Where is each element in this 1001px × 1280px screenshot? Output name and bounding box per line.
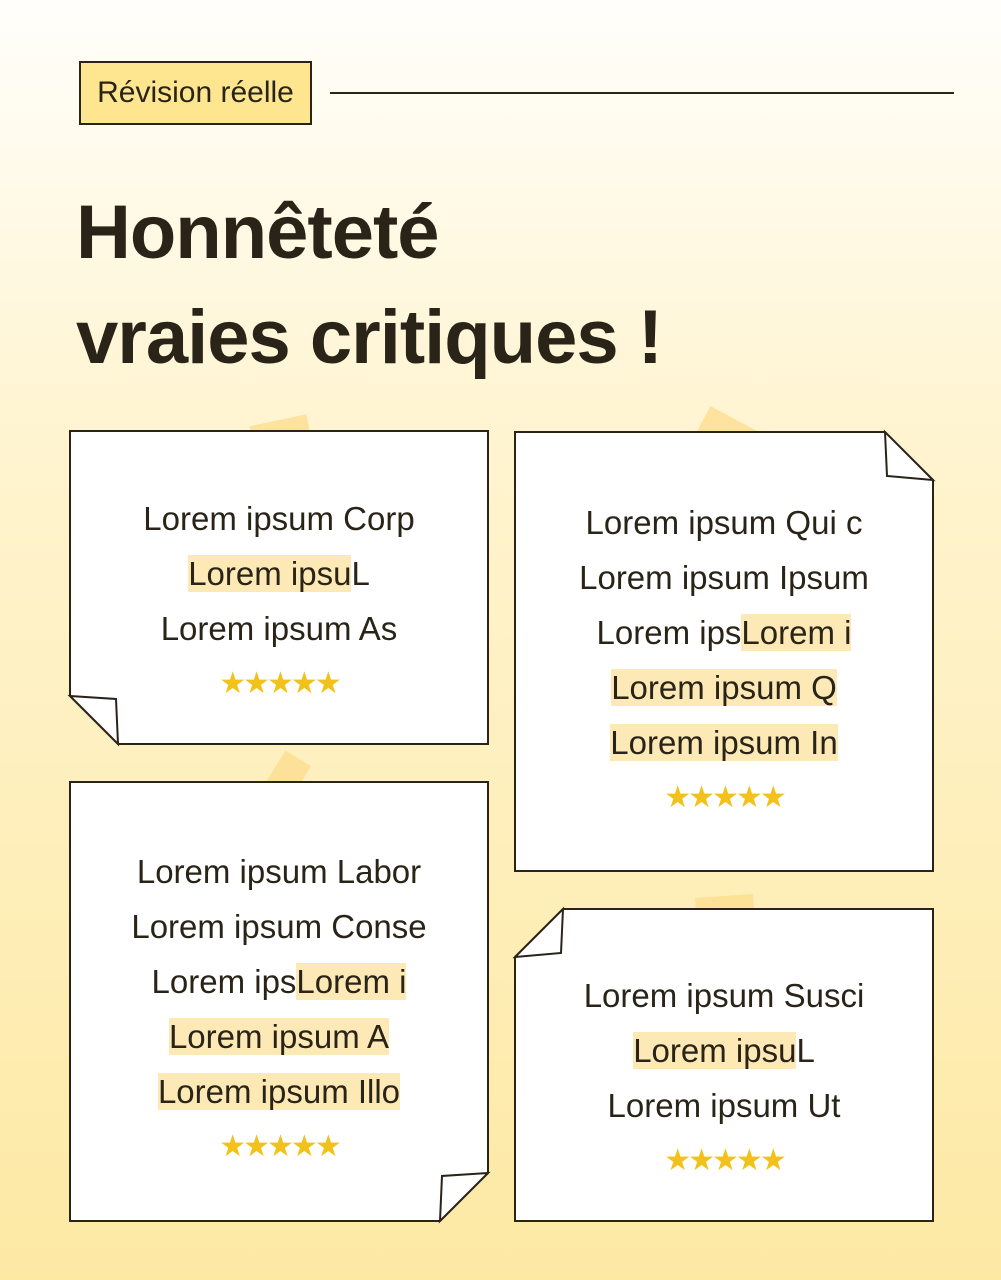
review-line bbox=[70, 601, 488, 656]
title-line-2: vraies critiques ! bbox=[76, 295, 663, 380]
highlighted-text: Lorem ipsu bbox=[188, 555, 352, 592]
review-text: Lorem ipsum Ut bbox=[607, 1087, 841, 1124]
review-card bbox=[70, 782, 488, 1221]
section-badge: Révision réelle bbox=[79, 61, 312, 125]
review-card bbox=[70, 431, 488, 744]
review-text: Lorem ipsum Conse bbox=[131, 908, 427, 945]
review-line bbox=[70, 844, 488, 899]
review-line bbox=[70, 899, 488, 954]
review-line bbox=[70, 1064, 488, 1119]
highlighted-text: Lorem ipsum Illo bbox=[157, 1073, 401, 1110]
star-rating: ★★★★★ bbox=[664, 781, 784, 814]
highlighted-text: Lorem ipsum Q bbox=[611, 669, 837, 706]
review-text: Lorem ips bbox=[596, 614, 742, 651]
review-text: L bbox=[351, 555, 370, 592]
review-line bbox=[70, 1009, 488, 1064]
review-line bbox=[515, 495, 933, 550]
review-line bbox=[515, 1078, 933, 1133]
highlighted-text: Lorem ipsum In bbox=[610, 724, 838, 761]
review-text: Lorem ipsum Qui c bbox=[585, 504, 863, 541]
highlighted-text: Lorem i bbox=[741, 614, 852, 651]
review-line bbox=[515, 660, 933, 715]
review-line bbox=[70, 954, 488, 1009]
review-text: Lorem ipsum As bbox=[160, 610, 398, 647]
review-line bbox=[515, 605, 933, 660]
review-text: Lorem ipsum Labor bbox=[136, 853, 422, 890]
review-text: L bbox=[796, 1032, 815, 1069]
review-text: Lorem ipsum Susci bbox=[583, 977, 865, 1014]
divider bbox=[330, 92, 954, 94]
star-rating: ★★★★★ bbox=[664, 1144, 784, 1177]
star-rating: ★★★★★ bbox=[219, 1130, 339, 1163]
review-line bbox=[515, 715, 933, 770]
review-line bbox=[70, 491, 488, 546]
review-card bbox=[515, 432, 933, 871]
title-line-1: Honnêteté bbox=[76, 190, 439, 275]
review-line bbox=[70, 546, 488, 601]
review-card bbox=[515, 909, 933, 1221]
review-line bbox=[515, 550, 933, 605]
review-line bbox=[515, 1023, 933, 1078]
star-rating: ★★★★★ bbox=[219, 667, 339, 700]
review-line bbox=[515, 968, 933, 1023]
review-text: Lorem ipsum Corp bbox=[143, 500, 415, 537]
highlighted-text: Lorem i bbox=[296, 963, 407, 1000]
highlighted-text: Lorem ipsum A bbox=[168, 1018, 390, 1055]
review-text: Lorem ips bbox=[151, 963, 297, 1000]
review-text: Lorem ipsum Ipsum bbox=[579, 559, 869, 596]
highlighted-text: Lorem ipsu bbox=[633, 1032, 797, 1069]
page-title bbox=[76, 180, 662, 390]
